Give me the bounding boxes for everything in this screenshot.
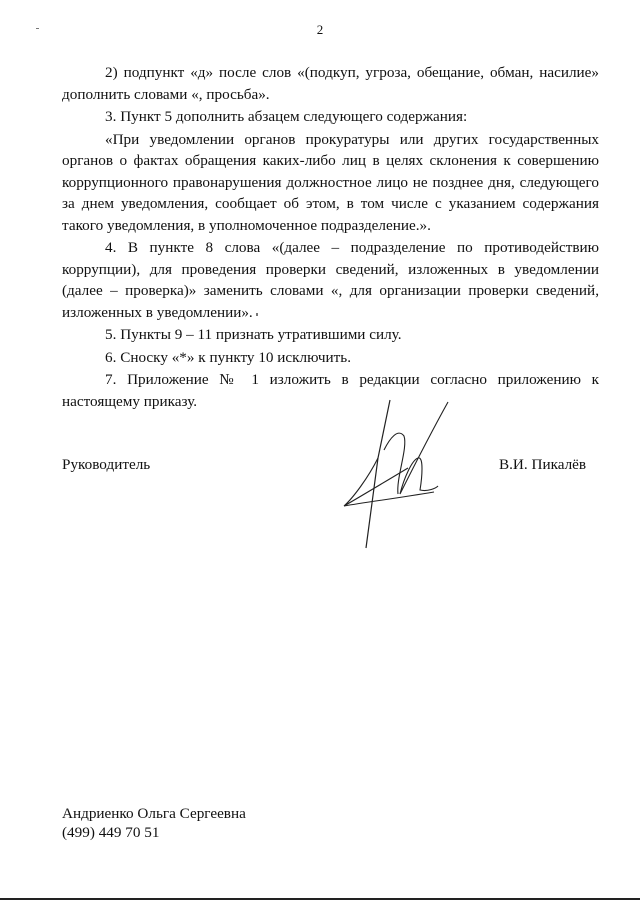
handwritten-signature: [338, 398, 458, 558]
page-number: 2: [316, 22, 324, 37]
paragraph-3-item-5: 3. Пункт 5 дополнить абзацем следующего содержания:: [105, 108, 468, 125]
executor-phone: (499) 449 70 51: [62, 824, 160, 841]
paragraph-6-footnote: 6. Сноску «*» к пункту 10 исключить.: [105, 348, 352, 366]
paragraph-2-subitem-d: 2) подпункт «д» после слов «(подкуп, угроза, обещание, обман, насилие» дополнить словами «, просьба».: [62, 64, 599, 103]
signatory-title: Руководитель: [62, 456, 151, 473]
paragraph-4-item-8: 4. В пункте 8 слова «(далее – подразделение по противодействию коррупции), для проведения проверки сведений, изложенных в уведомлении (далее – проверка)» заменить словами «, для организации проверки сведений, изложенных в уведомлении».: [62, 239, 599, 321]
executor-name: Андриенко Ольга Сергеевна: [62, 805, 246, 822]
scan-edge: [0, 898, 640, 900]
executor-contact: [62, 804, 246, 842]
paragraph-7-appendix: 7. Приложение № 1 изложить в редакции согласно приложению к настоящему приказу.: [62, 371, 599, 410]
document-body: [62, 62, 599, 413]
paragraph-5-items-9-11: 5. Пункты 9 – 11 признать утратившими силу.: [105, 326, 402, 343]
signatory-name: В.И. Пикалёв: [499, 456, 587, 473]
paragraph-quoted-addition: «При уведомлении органов прокуратуры или других государственных органов о фактах обращения каких-либо лиц в целях склонения к совершению коррупционного правонарушения должностное лицо не позднее дня, следующего за днем уведомления, сообщает об этом, в том числе с указанием содержания такого уведомления, в уполномоченное подразделение.».: [62, 130, 599, 234]
scan-speck: [36, 28, 39, 29]
scan-speck: [256, 313, 258, 316]
